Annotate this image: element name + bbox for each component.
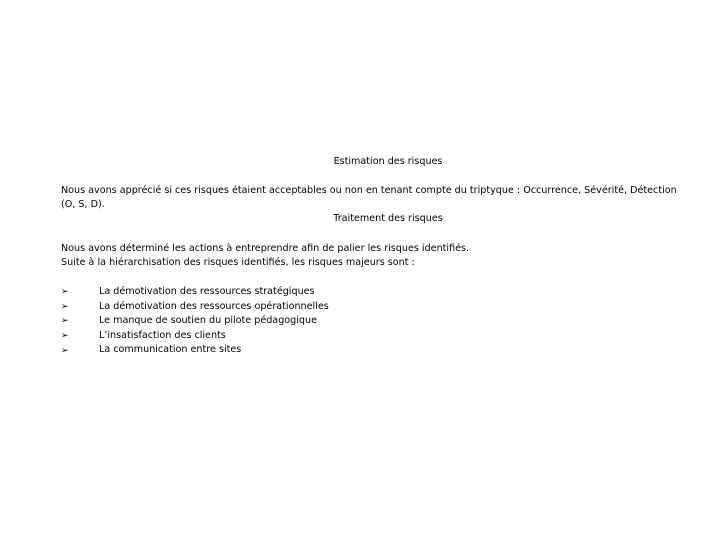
paragraph-traitement-line-2: Suite à la hiérarchisation des risques identifiés, les risques majeurs sont : [61, 257, 415, 268]
arrow-bullet-icon [61, 344, 99, 358]
risk-list [61, 285, 329, 358]
risk-list-item [61, 285, 329, 300]
risk-list-item [61, 314, 329, 329]
risk-list-item [61, 300, 329, 315]
arrow-bullet-icon [61, 300, 99, 314]
paragraph-estimation [61, 184, 716, 212]
paragraph-traitement-line-1: Nous avons déterminé les actions à entreprendre afin de palier les risques identifiés. [61, 243, 470, 254]
paragraph-estimation-line-1: Nous avons apprécié si ces risques étaient acceptables ou non en tenant compte du triptyque : Occurrence, Sévérité, Détection [61, 185, 677, 196]
arrow-bullet-icon [61, 285, 99, 299]
risk-label: La démotivation des ressources opérationnelles [99, 300, 329, 312]
heading-estimation: Estimation des risques [333, 156, 443, 167]
risk-list-item [61, 343, 329, 358]
paragraph-traitement [61, 242, 716, 270]
arrow-bullet-icon [61, 329, 99, 343]
risk-label: La communication entre sites [99, 344, 242, 356]
paragraph-estimation-line-2: (O, S, D). [61, 199, 105, 210]
risk-label: La démotivation des ressources stratégiques [99, 286, 315, 297]
risk-label: Le manque de soutien du pilote pédagogique [99, 315, 317, 327]
risk-list-item [61, 329, 329, 344]
arrow-bullet-icon [61, 314, 99, 328]
risk-label: L’insatisfaction des clients [99, 329, 226, 341]
heading-traitement: Traitement des risques [333, 213, 443, 224]
